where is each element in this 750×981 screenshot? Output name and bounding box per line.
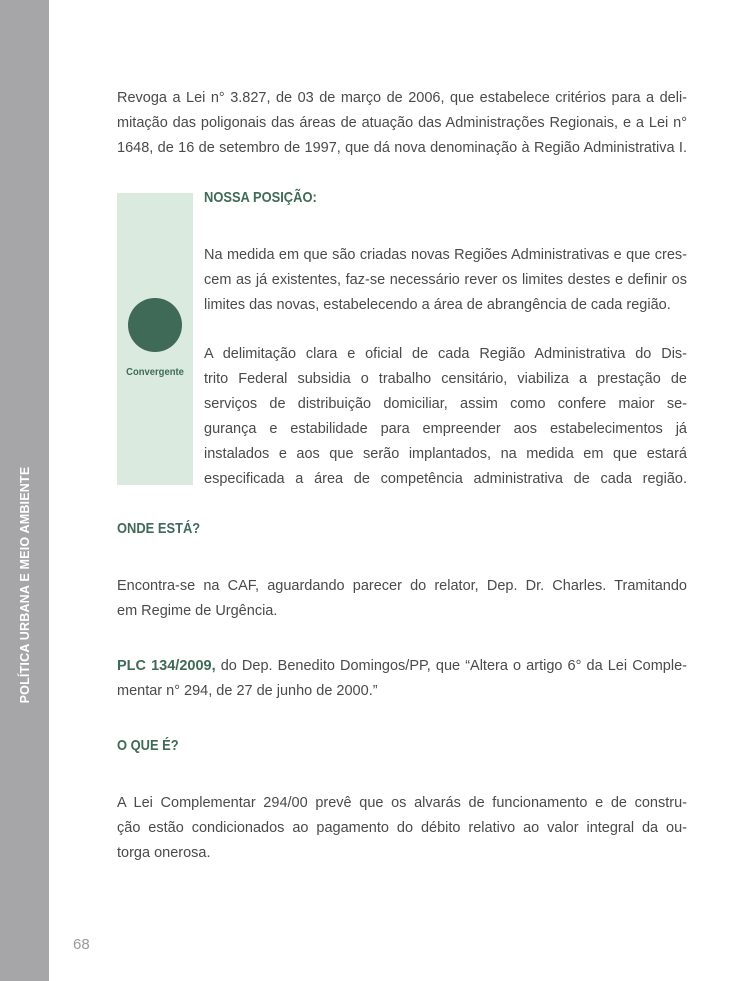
where-heading: ONDE ESTÁ? bbox=[117, 520, 201, 537]
intro-line: 1648, de 16 de setembro de 1997, que dá nova denominação à Região Administrativa I. bbox=[117, 140, 687, 156]
position-line: especificada a área de competência administrativa de cada região. bbox=[204, 471, 687, 487]
position-line: A delimitação clara e oficial de cada Região Administrativa do Dis- bbox=[204, 346, 687, 362]
plc-code: PLC 134/2009, bbox=[117, 658, 216, 674]
position-indicator-icon bbox=[128, 298, 182, 352]
position-line: serviços de distribuição domiciliar, assim como confere maior se- bbox=[204, 396, 687, 412]
what-line: ção estão condicionados ao pagamento do débito relativo ao valor integral da ou- bbox=[117, 820, 687, 836]
position-paragraph-1 bbox=[204, 243, 687, 318]
what-paragraph bbox=[117, 791, 687, 866]
position-line: gurança e estabilidade para empreender aos estabelecimentos já bbox=[204, 421, 687, 437]
position-line: cem as já existentes, faz-se necessário rever os limites destes e definir os bbox=[204, 272, 687, 288]
plc-description: do Dep. Benedito Domingos/PP, que “Altera o artigo 6° da Lei Comple- bbox=[215, 658, 687, 674]
position-badge-label: Convergente bbox=[126, 366, 184, 378]
where-paragraph bbox=[117, 574, 687, 624]
plc-line bbox=[117, 654, 687, 679]
position-line: trito Federal subsidia o trabalho censitário, viabiliza a prestação de bbox=[204, 371, 687, 387]
position-line: limites das novas, estabelecendo a área de abrangência de cada região. bbox=[204, 297, 671, 313]
position-badge-box bbox=[117, 193, 193, 485]
intro-line: Revoga a Lei n° 3.827, de 03 de março de 2006, que estabelece critérios para a deli- bbox=[117, 90, 687, 106]
section-label: POLÍTICA URBANA E MEIO AMBIENTE bbox=[18, 466, 32, 704]
position-line: Na medida em que são criadas novas Regiões Administrativas e que cres- bbox=[204, 247, 687, 263]
page-number: 68 bbox=[73, 936, 90, 953]
what-line: A Lei Complementar 294/00 prevê que os alvarás de funcionamento e de constru- bbox=[117, 795, 687, 811]
position-paragraph-2 bbox=[204, 342, 687, 492]
position-heading: NOSSA POSIÇÃO: bbox=[204, 189, 317, 206]
intro-paragraph bbox=[117, 86, 687, 161]
position-line: instalados e aos que serão implantados, na medida em que estará bbox=[204, 446, 687, 462]
intro-line: mitação das poligonais das áreas de atuação das Administrações Regionais, e a Lei n° bbox=[117, 115, 687, 131]
where-line: em Regime de Urgência. bbox=[117, 603, 278, 619]
what-heading: O QUE É? bbox=[117, 737, 179, 754]
where-line: Encontra-se na CAF, aguardando parecer do relator, Dep. Dr. Charles. Tramitando bbox=[117, 578, 687, 594]
what-line: torga onerosa. bbox=[117, 845, 211, 861]
plc-line: mentar n° 294, de 27 de junho de 2000.” bbox=[117, 683, 378, 699]
plc-paragraph bbox=[117, 654, 687, 704]
